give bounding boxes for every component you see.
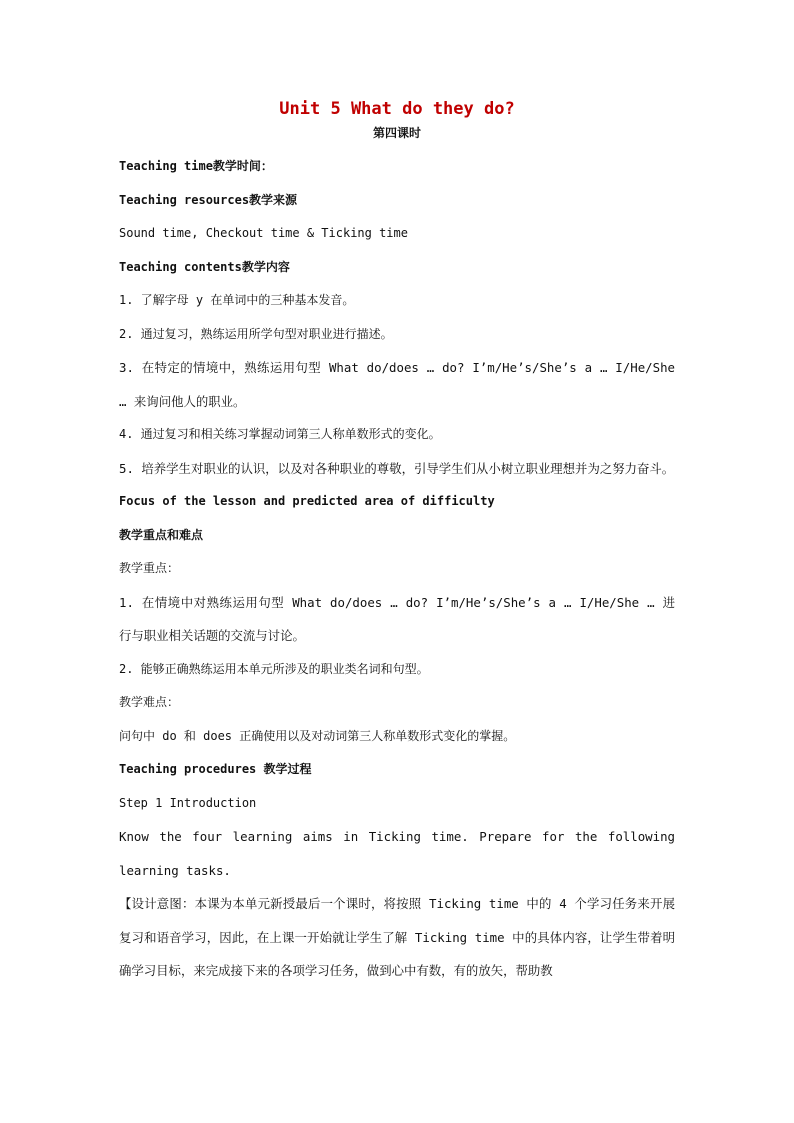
teaching-contents-heading: Teaching contents教学内容	[119, 259, 290, 274]
page-title: Unit 5 What do they do?	[279, 99, 515, 119]
teaching-time-heading: Teaching time教学时间：	[119, 159, 273, 173]
key-points-label: 教学重点：	[119, 561, 180, 575]
content-item: 2. 通过复习，熟练运用所学句型对职业进行描述。	[119, 326, 393, 341]
teaching-resources-heading: Teaching resources教学来源	[119, 192, 298, 207]
lesson-subtitle: 第四课时	[372, 126, 421, 140]
step1-heading: Step 1 Introduction	[119, 795, 257, 810]
content-item: 3. 在特定的情境中，熟练运用句型 What do/does … do? I’m/He’s/She’s a … I/He/She … 来询问他人的职业。	[119, 360, 675, 409]
content-item: 4. 通过复习和相关练习掌握动词第三人称单数形式的变化。	[119, 427, 441, 441]
difficult-text: 问句中 do 和 does 正确使用以及对动词第三人称单数形式变化的掌握。	[119, 728, 516, 743]
focus-heading: Focus of the lesson and predicted area of difficulty	[119, 494, 495, 508]
content-item: 1. 了解字母 y 在单词中的三种基本发音。	[119, 293, 355, 307]
key-point-item: 2. 能够正确熟练运用本单元所涉及的职业类名词和句型。	[119, 661, 429, 676]
step1-text: Know the four learning aims in Ticking time. Prepare for the following learning tasks.	[119, 829, 675, 878]
content-item: 5. 培养学生对职业的认识，以及对各种职业的尊敬，引导学生们从小树立职业理想并为之努力奋斗。	[119, 460, 675, 476]
document-page	[119, 96, 675, 988]
teaching-resources-text: Sound time, Checkout time & Ticking time	[119, 226, 408, 240]
design-note: 【设计意图：本课为本单元新授最后一个课时，将按照 Ticking time 中的 4 个学习任务来开展复习和语音学习，因此，在上课一开始就让学生了解 Ticking time 中的具体内容，让学生带着明确学习目标，来完成接下来的各项学习任务，做到心中有数，有的放矢，帮助教	[119, 896, 675, 978]
procedures-heading: Teaching procedures 教学过程	[119, 762, 312, 776]
key-point-item: 1. 在情境中对熟练运用句型 What do/does … do? I’m/He’s/She’s a … I/He/She … 进行与职业相关话题的交流与讨论。	[119, 594, 675, 643]
difficult-label: 教学难点：	[119, 695, 180, 709]
focus-heading-cn: 教学重点和难点	[119, 527, 204, 542]
